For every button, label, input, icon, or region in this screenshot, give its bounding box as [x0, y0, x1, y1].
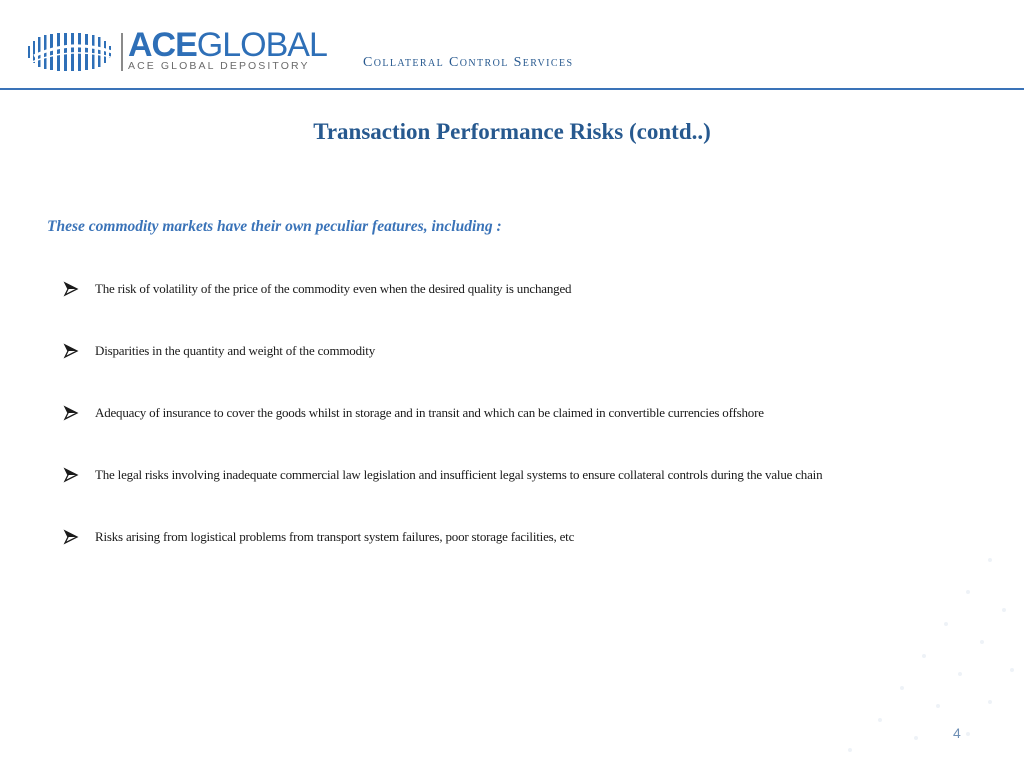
intro-text: These commodity markets have their own peculiar features, including :: [47, 218, 502, 235]
arrowhead-bullet-icon: [63, 529, 79, 545]
bullet-text: The risk of volatility of the price of the commodity even when the desired quality is unchanged: [95, 281, 572, 296]
arrowhead-bullet-icon: [63, 467, 79, 483]
background-decoration: [700, 500, 1024, 768]
logo-global-text: GLOBAL: [196, 26, 327, 64]
logo-wordmark: [128, 28, 327, 62]
arrowhead-bullet-icon: [63, 281, 79, 297]
barcode-globe-logo-icon: [26, 32, 118, 72]
arrowhead-bullet-icon: [63, 405, 79, 421]
header-tagline: Collateral Control Services: [363, 55, 574, 70]
arrowhead-bullet-icon: [63, 343, 79, 359]
bullet-text: Risks arising from logistical problems from transport system failures, poor storage facilities, etc: [95, 529, 575, 544]
bullet-text: Disparities in the quantity and weight of the commodity: [95, 343, 376, 358]
header: [0, 0, 1024, 88]
header-rule: [0, 88, 1024, 90]
logo-subtitle: ACE GLOBAL DEPOSITORY: [128, 60, 310, 72]
logo-ace-text: ACE: [128, 26, 197, 64]
bullet-text: The legal risks involving inadequate commercial law legislation and insufficient legal systems to ensure collateral controls during the value chain: [95, 467, 823, 482]
bullet-text: Adequacy of insurance to cover the goods whilst in storage and in transit and which can be claimed in convertible currencies offshore: [95, 405, 764, 420]
slide-title: Transaction Performance Risks (contd..): [313, 119, 711, 144]
logo-divider: [121, 33, 123, 71]
page-number: 4: [953, 725, 961, 741]
